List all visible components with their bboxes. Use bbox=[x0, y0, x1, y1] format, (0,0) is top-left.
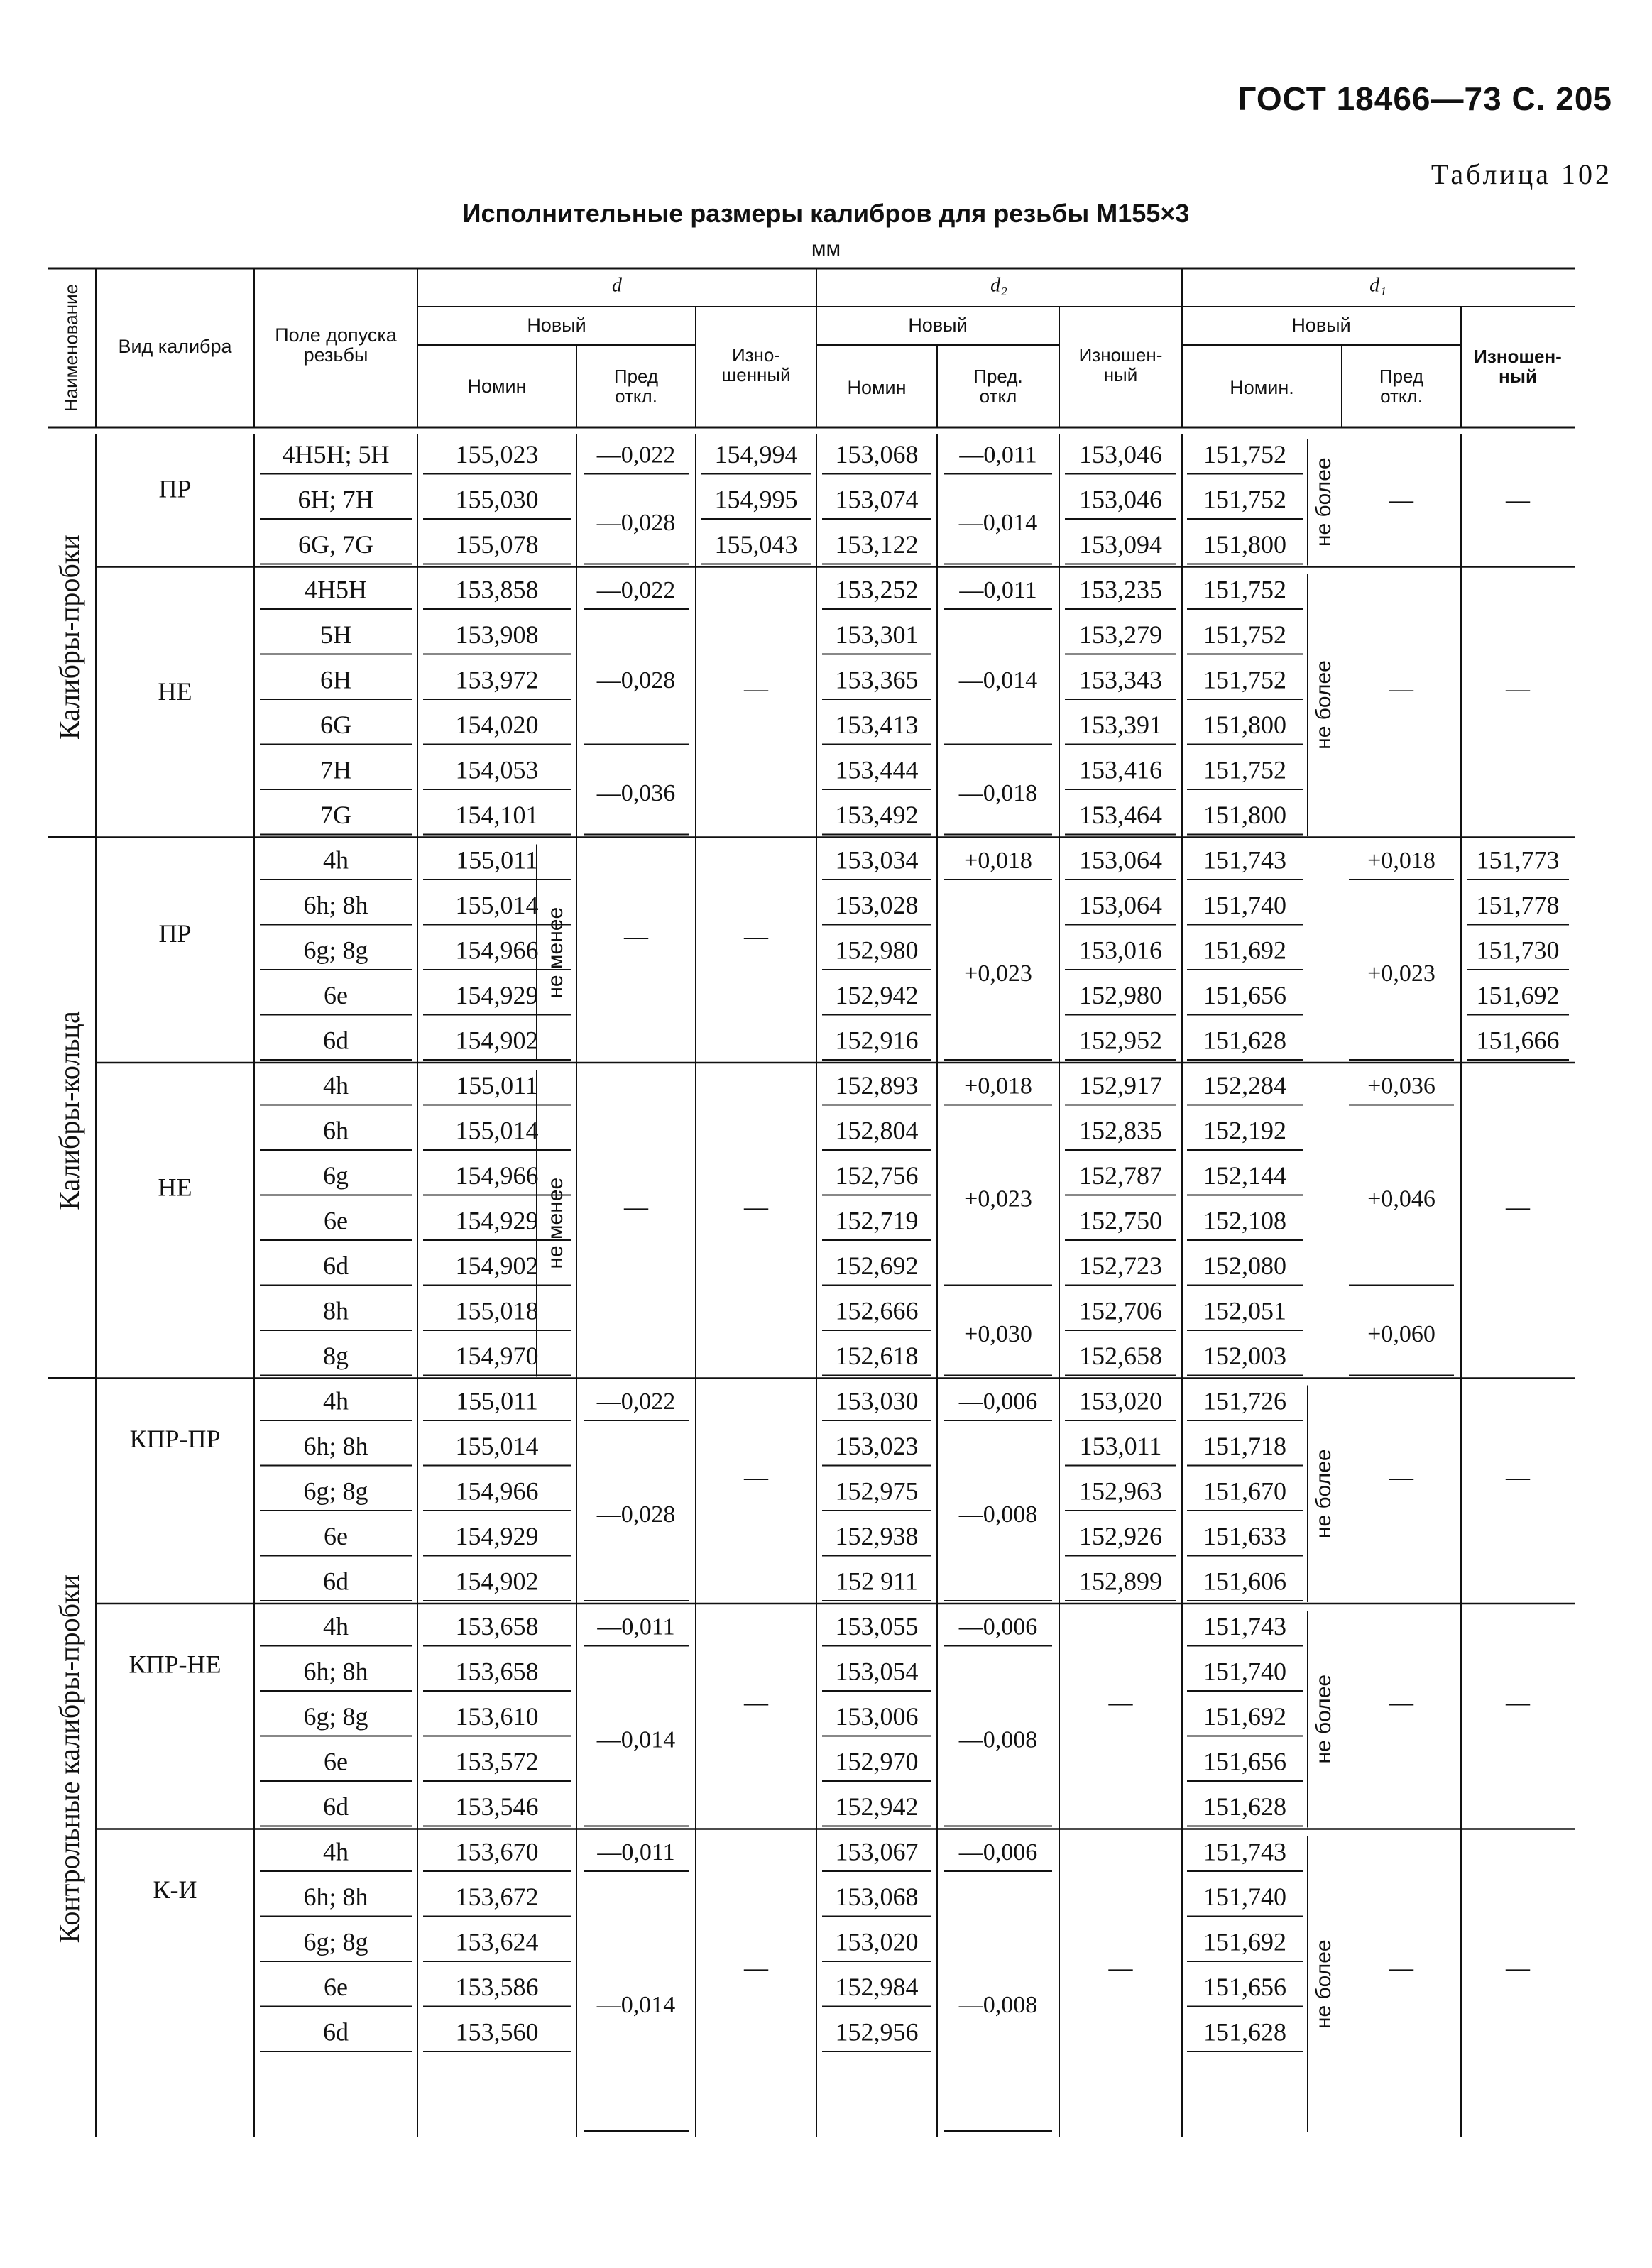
cell-tol: 6e bbox=[324, 1747, 348, 1776]
header-d2-new: Новый bbox=[908, 314, 968, 336]
cell-d: 153,610 bbox=[455, 1702, 539, 1731]
cell-d1: 151,752 bbox=[1203, 755, 1286, 784]
cell-d2: 153,413 bbox=[835, 711, 919, 740]
cell-d2: 152,938 bbox=[835, 1522, 919, 1551]
merged-d1dev: +0,023 bbox=[1367, 960, 1435, 987]
note-label: не более bbox=[1311, 1449, 1335, 1539]
cell-d: 155,023 bbox=[455, 440, 539, 469]
cell-d1: 151,628 bbox=[1203, 1792, 1286, 1821]
cell-d2: 152,916 bbox=[835, 1026, 919, 1055]
cell-d2: 152,970 bbox=[835, 1747, 919, 1776]
header-d2-worn: ный bbox=[1103, 363, 1138, 385]
cell-d1: 151,740 bbox=[1203, 1883, 1286, 1912]
cell-d2w: 153,046 bbox=[1079, 485, 1162, 514]
header-d-new: Новый bbox=[527, 314, 586, 336]
cell-d1w: 151,730 bbox=[1476, 936, 1560, 965]
kind-label: КПР-НЕ bbox=[128, 1650, 221, 1679]
merged-d1dev: +0,046 bbox=[1367, 1185, 1435, 1212]
note-label: не более bbox=[1311, 1674, 1335, 1764]
merged-d2dev: —0,006 bbox=[958, 1839, 1038, 1866]
cell-d1: 152,144 bbox=[1203, 1161, 1286, 1190]
merged-ddev: — bbox=[624, 924, 648, 951]
cell-d: 154,902 bbox=[455, 1026, 539, 1055]
cell-d1w: 151,778 bbox=[1476, 891, 1560, 920]
merged-ddev: —0,022 bbox=[596, 442, 676, 469]
group-label: Калибры-пробки bbox=[53, 535, 86, 740]
cell-tol: 6g; 8g bbox=[303, 936, 368, 965]
cell-d2w: 152,706 bbox=[1079, 1296, 1162, 1325]
cell-tol: 6h; 8h bbox=[303, 1883, 368, 1912]
cell-d2: 152 911 bbox=[836, 1567, 918, 1596]
cell-tol: 6h bbox=[323, 1116, 349, 1145]
cell-d1: 151,633 bbox=[1203, 1522, 1286, 1551]
merged-d1dev: +0,036 bbox=[1367, 1073, 1435, 1100]
cell-d2: 152,956 bbox=[835, 2017, 919, 2047]
cell-tol: 6d bbox=[323, 1026, 349, 1055]
cell-tol: 6g; 8g bbox=[303, 1477, 368, 1506]
cell-d2w: 152,750 bbox=[1079, 1206, 1162, 1235]
cell-d2w: 153,391 bbox=[1079, 711, 1162, 740]
cell-d2w: 153,464 bbox=[1079, 801, 1162, 830]
document-header: ГОСТ 18466—73 С. 205 bbox=[1237, 80, 1612, 117]
cell-d: 153,586 bbox=[455, 1973, 539, 2002]
cell-d1: 151,606 bbox=[1203, 1567, 1286, 1596]
cell-d: 153,858 bbox=[455, 575, 539, 604]
cell-tol: 7H bbox=[320, 755, 351, 784]
cell-d2: 153,068 bbox=[835, 1883, 919, 1912]
cell-d2w: 152,963 bbox=[1079, 1477, 1162, 1506]
header-d1-worn: ный bbox=[1499, 365, 1537, 387]
cell-d2: 153,068 bbox=[835, 440, 919, 469]
cell-d: 154,970 bbox=[455, 1342, 539, 1371]
cell-d2w: 152,723 bbox=[1079, 1251, 1162, 1281]
cell-tol: 6H bbox=[320, 665, 351, 694]
group-label: Калибры-кольца bbox=[53, 1011, 86, 1210]
cell-d2: 153,054 bbox=[835, 1657, 919, 1686]
merged-d1dev: — bbox=[1389, 1955, 1413, 1982]
note-label: не более bbox=[1311, 660, 1335, 750]
merged-d2dev: —0,008 bbox=[958, 1501, 1038, 1528]
cell-d1: 152,080 bbox=[1203, 1251, 1286, 1281]
cell-d2w: 152,899 bbox=[1079, 1567, 1162, 1596]
cell-d2w: 153,235 bbox=[1079, 575, 1162, 604]
merged-ddev: —0,014 bbox=[596, 1726, 676, 1753]
header-d2: d₂ bbox=[990, 274, 1007, 297]
cell-d1: 151,800 bbox=[1203, 530, 1286, 559]
cell-d1: 151,752 bbox=[1203, 665, 1286, 694]
merged-d1w: — bbox=[1506, 1689, 1530, 1716]
merged-ddev: — bbox=[624, 1194, 648, 1221]
cell-d: 154,902 bbox=[455, 1567, 539, 1596]
cell-d: 154,966 bbox=[455, 936, 539, 965]
cell-d2: 153,023 bbox=[835, 1432, 919, 1461]
cell-d2w: 153,046 bbox=[1079, 440, 1162, 469]
merged-ddev: —0,028 bbox=[596, 667, 676, 694]
cell-d2: 152,942 bbox=[835, 981, 919, 1010]
cell-d: 153,560 bbox=[455, 2017, 539, 2047]
cell-d: 155,014 bbox=[455, 1432, 539, 1461]
merged-d1dev: +0,060 bbox=[1367, 1320, 1435, 1347]
cell-d2: 153,006 bbox=[835, 1702, 919, 1731]
merged-d1dev: +0,018 bbox=[1367, 848, 1435, 875]
cell-d2w: 153,016 bbox=[1079, 936, 1162, 965]
cell-d: 155,011 bbox=[456, 1386, 538, 1415]
merged-d2dev: +0,023 bbox=[964, 960, 1032, 987]
cell-tol: 6d bbox=[323, 1792, 349, 1821]
header-d-worn: шенный bbox=[721, 363, 791, 385]
merged-d2dev: —0,006 bbox=[958, 1614, 1038, 1640]
header-tolerance: Поле допуска bbox=[275, 324, 397, 346]
cell-tol: 6g; 8g bbox=[303, 1927, 368, 1956]
cell-d2w: 152,917 bbox=[1079, 1071, 1162, 1100]
cell-d2w: 152,835 bbox=[1079, 1116, 1162, 1145]
merged-ddev: —0,028 bbox=[596, 1501, 676, 1528]
cell-d2w: 152,658 bbox=[1079, 1342, 1162, 1371]
merged-ddev: —0,011 bbox=[597, 1839, 675, 1866]
cell-tol: 6h; 8h bbox=[303, 1432, 368, 1461]
merged-d2dev: +0,018 bbox=[964, 848, 1032, 875]
cell-d2: 152,980 bbox=[835, 936, 919, 965]
cell-d: 153,972 bbox=[455, 665, 539, 694]
merged-d2dev: —0,006 bbox=[958, 1388, 1038, 1415]
cell-tol: 7G bbox=[320, 801, 351, 830]
cell-d1: 151,718 bbox=[1203, 1432, 1286, 1461]
cell-tol: 6G bbox=[320, 711, 351, 740]
group-label: Контрольные калибры-пробки bbox=[53, 1574, 86, 1944]
header-d2-deviation: Пред. bbox=[973, 365, 1023, 387]
table-number: Таблица 102 bbox=[1431, 158, 1612, 190]
cell-d: 153,672 bbox=[455, 1883, 539, 1912]
kind-label: ПР bbox=[158, 919, 192, 948]
cell-d1: 151,656 bbox=[1203, 1747, 1286, 1776]
kind-label: КПР-ПР bbox=[129, 1424, 221, 1453]
cell-d: 155,014 bbox=[455, 891, 539, 920]
header-d2-nominal: Номин bbox=[847, 377, 907, 399]
merged-d1dev: — bbox=[1389, 1689, 1413, 1716]
kind-label: НЕ bbox=[158, 1173, 192, 1202]
merged-d2dev: —0,008 bbox=[958, 1991, 1038, 2018]
cell-d2w: 153,416 bbox=[1079, 755, 1162, 784]
cell-d2: 152,984 bbox=[835, 1973, 919, 2002]
merged-d2w: — bbox=[1108, 1955, 1133, 1982]
cell-d1: 151,628 bbox=[1203, 2017, 1286, 2047]
cell-d1w: 151,692 bbox=[1476, 981, 1560, 1010]
cell-d1: 151,692 bbox=[1203, 936, 1286, 965]
cell-d: 155,030 bbox=[455, 485, 539, 514]
cell-d2: 153,034 bbox=[835, 845, 919, 875]
cell-d2: 153,252 bbox=[835, 575, 919, 604]
merged-d1w: — bbox=[1506, 1464, 1530, 1491]
merged-d2dev: —0,018 bbox=[958, 779, 1038, 806]
cell-d1: 151,692 bbox=[1203, 1702, 1286, 1731]
cell-d: 153,624 bbox=[455, 1927, 539, 1956]
header-d-worn: Изно- bbox=[731, 344, 781, 366]
merged-ddev: —0,014 bbox=[596, 1991, 676, 2018]
cell-d2: 153,492 bbox=[835, 801, 919, 830]
cell-d1: 151,752 bbox=[1203, 575, 1286, 604]
cell-tol: 8g bbox=[323, 1342, 349, 1371]
header-d: d bbox=[612, 274, 622, 297]
cell-d2w: 153,064 bbox=[1079, 845, 1162, 875]
merged-d2dev: +0,018 bbox=[964, 1073, 1032, 1100]
cell-dw: 154,994 bbox=[714, 440, 798, 469]
kind-label: К-И bbox=[153, 1875, 197, 1904]
header-d1-worn: Изношен- bbox=[1474, 345, 1562, 367]
merged-dw: — bbox=[744, 1194, 768, 1221]
cell-d1: 151,740 bbox=[1203, 891, 1286, 920]
kind-label: НЕ bbox=[158, 676, 192, 706]
cell-d2w: 153,279 bbox=[1079, 620, 1162, 650]
cell-d1: 151,726 bbox=[1203, 1386, 1286, 1415]
cell-dw: 154,995 bbox=[714, 485, 798, 514]
cell-d: 154,101 bbox=[455, 801, 539, 830]
cell-tol: 4h bbox=[323, 1071, 349, 1100]
cell-d2w: 152,952 bbox=[1079, 1026, 1162, 1055]
table-unit: мм bbox=[811, 237, 841, 261]
cell-d1: 151,656 bbox=[1203, 981, 1286, 1010]
header-d1-nominal: Номин. bbox=[1230, 377, 1294, 399]
cell-d1: 151,656 bbox=[1203, 1973, 1286, 2002]
header-d2-deviation: откл bbox=[979, 385, 1017, 407]
cell-d1: 151,752 bbox=[1203, 485, 1286, 514]
header-d1: d₁ bbox=[1369, 274, 1386, 297]
cell-d2w: 153,011 bbox=[1079, 1432, 1162, 1461]
cell-tol: 6g; 8g bbox=[303, 1702, 368, 1731]
merged-d2dev: +0,023 bbox=[964, 1185, 1032, 1212]
cell-d1: 151,800 bbox=[1203, 801, 1286, 830]
merged-ddev: —0,036 bbox=[596, 779, 676, 806]
cell-d1w: 151,666 bbox=[1476, 1026, 1560, 1055]
cell-d: 153,670 bbox=[455, 1837, 539, 1866]
cell-tol: 4h bbox=[323, 845, 349, 875]
header-d1-new: Новый bbox=[1291, 314, 1351, 336]
cell-d1: 151,628 bbox=[1203, 1026, 1286, 1055]
cell-tol: 6g bbox=[323, 1161, 349, 1190]
cell-d2: 153,028 bbox=[835, 891, 919, 920]
merged-d2dev: +0,030 bbox=[964, 1320, 1032, 1347]
cell-tol: 6G, 7G bbox=[298, 530, 373, 559]
header-name: Наименование bbox=[60, 283, 82, 412]
merged-d2dev: —0,014 bbox=[958, 667, 1038, 694]
cell-d2: 153,055 bbox=[835, 1612, 919, 1641]
header-d2-worn: Изношен- bbox=[1078, 344, 1163, 366]
cell-d2: 152,804 bbox=[835, 1116, 919, 1145]
cell-d2w: 153,094 bbox=[1079, 530, 1162, 559]
table-title: Исполнительные размеры калибров для резьбы М155×3 bbox=[462, 199, 1190, 228]
cell-tol: 6d bbox=[323, 2017, 349, 2047]
merged-d2dev: —0,011 bbox=[959, 577, 1037, 604]
merged-d1dev: — bbox=[1389, 675, 1413, 702]
merged-dw: — bbox=[744, 675, 768, 702]
cell-d2: 152,618 bbox=[835, 1342, 919, 1371]
cell-tol: 6e bbox=[324, 1522, 348, 1551]
cell-tol: 6d bbox=[323, 1567, 349, 1596]
header-tolerance: резьбы bbox=[303, 344, 368, 366]
cell-d2: 153,444 bbox=[835, 755, 919, 784]
cell-d: 154,929 bbox=[455, 1206, 539, 1235]
cell-d2: 152,719 bbox=[835, 1206, 919, 1235]
merged-d2dev: —0,008 bbox=[958, 1726, 1038, 1753]
note-label: не более bbox=[1311, 457, 1335, 547]
cell-tol: 6h; 8h bbox=[303, 1657, 368, 1686]
header-d1-deviation: откл. bbox=[1380, 385, 1423, 407]
merged-ddev: —0,011 bbox=[597, 1614, 675, 1640]
merged-d2w: — bbox=[1108, 1689, 1133, 1716]
cell-d1: 152,108 bbox=[1203, 1206, 1286, 1235]
cell-d2: 152,893 bbox=[835, 1071, 919, 1100]
cell-d: 154,020 bbox=[455, 711, 539, 740]
cell-d1: 152,192 bbox=[1203, 1116, 1286, 1145]
merged-d2dev: —0,011 bbox=[959, 442, 1037, 469]
cell-d2: 152,975 bbox=[835, 1477, 919, 1506]
cell-d: 155,011 bbox=[456, 845, 538, 875]
cell-d2: 152,942 bbox=[835, 1792, 919, 1821]
cell-d1: 151,800 bbox=[1203, 711, 1286, 740]
merged-ddev: —0,022 bbox=[596, 1388, 676, 1415]
cell-dw: 155,043 bbox=[714, 530, 798, 559]
merged-dw: — bbox=[744, 1955, 768, 1982]
header-d-deviation: Пред bbox=[613, 365, 659, 387]
merged-d1w: — bbox=[1506, 675, 1530, 702]
merged-d1dev: — bbox=[1389, 1464, 1413, 1491]
header-d-deviation: откл. bbox=[615, 385, 657, 407]
cell-d2: 153,122 bbox=[835, 530, 919, 559]
cell-tol: 6e bbox=[324, 981, 348, 1010]
cell-tol: 4h bbox=[323, 1612, 349, 1641]
cell-d2w: 152,787 bbox=[1079, 1161, 1162, 1190]
cell-tol: 6e bbox=[324, 1206, 348, 1235]
cell-d2: 152,756 bbox=[835, 1161, 919, 1190]
cell-d2: 152,666 bbox=[835, 1296, 919, 1325]
cell-tol: 4h bbox=[323, 1837, 349, 1866]
note-label: не менее bbox=[543, 1177, 567, 1269]
cell-tol: 6H; 7H bbox=[297, 485, 374, 514]
cell-d1: 151,743 bbox=[1203, 845, 1286, 875]
cell-tol: 5H bbox=[320, 620, 351, 650]
cell-d: 154,929 bbox=[455, 981, 539, 1010]
cell-d2: 153,074 bbox=[835, 485, 919, 514]
merged-dw: — bbox=[744, 1689, 768, 1716]
merged-dw: — bbox=[744, 1464, 768, 1491]
cell-d2w: 153,343 bbox=[1079, 665, 1162, 694]
cell-tol: 6h; 8h bbox=[303, 891, 368, 920]
cell-d: 155,011 bbox=[456, 1071, 538, 1100]
cell-d2: 153,030 bbox=[835, 1386, 919, 1415]
cell-d: 154,929 bbox=[455, 1522, 539, 1551]
cell-d2: 153,020 bbox=[835, 1927, 919, 1956]
cell-d2w: 152,926 bbox=[1079, 1522, 1162, 1551]
merged-d1w: — bbox=[1506, 487, 1530, 514]
cell-d2: 152,692 bbox=[835, 1251, 919, 1281]
cell-d: 155,018 bbox=[455, 1296, 539, 1325]
cell-d1: 151,692 bbox=[1203, 1927, 1286, 1956]
merged-ddev: —0,022 bbox=[596, 577, 676, 604]
cell-d: 155,078 bbox=[455, 530, 539, 559]
merged-d2dev: —0,014 bbox=[958, 509, 1038, 536]
note-label: не менее bbox=[543, 906, 567, 999]
cell-d1: 151,670 bbox=[1203, 1477, 1286, 1506]
merged-d1dev: — bbox=[1389, 487, 1413, 514]
cell-d: 153,908 bbox=[455, 620, 539, 650]
cell-d: 153,658 bbox=[455, 1657, 539, 1686]
cell-d1: 151,752 bbox=[1203, 620, 1286, 650]
cell-d1: 151,743 bbox=[1203, 1837, 1286, 1866]
cell-d1: 152,003 bbox=[1203, 1342, 1286, 1371]
merged-d1w: — bbox=[1506, 1194, 1530, 1221]
cell-tol: 6d bbox=[323, 1251, 349, 1281]
kind-label: ПР bbox=[158, 474, 192, 503]
cell-d: 153,658 bbox=[455, 1612, 539, 1641]
cell-d: 154,902 bbox=[455, 1251, 539, 1281]
cell-d: 153,546 bbox=[455, 1792, 539, 1821]
cell-d2w: 152,980 bbox=[1079, 981, 1162, 1010]
cell-d: 154,966 bbox=[455, 1161, 539, 1190]
cell-d: 154,053 bbox=[455, 755, 539, 784]
cell-d1: 151,740 bbox=[1203, 1657, 1286, 1686]
header-d1-deviation: Пред bbox=[1379, 365, 1424, 387]
cell-d: 154,966 bbox=[455, 1477, 539, 1506]
merged-dw: — bbox=[744, 924, 768, 951]
cell-tol: 4H5H bbox=[305, 575, 367, 604]
cell-d1: 151,752 bbox=[1203, 440, 1286, 469]
cell-d2: 153,301 bbox=[835, 620, 919, 650]
cell-tol: 8h bbox=[323, 1296, 349, 1325]
merged-ddev: —0,028 bbox=[596, 509, 676, 536]
cell-d2: 153,067 bbox=[835, 1837, 919, 1866]
cell-d: 153,572 bbox=[455, 1747, 539, 1776]
cell-d2w: 153,020 bbox=[1079, 1386, 1162, 1415]
cell-d1w: 151,773 bbox=[1476, 845, 1560, 875]
cell-d2: 153,365 bbox=[835, 665, 919, 694]
header-d-nominal: Номин bbox=[467, 376, 527, 398]
cell-tol: 4h bbox=[323, 1386, 349, 1415]
cell-d1: 151,743 bbox=[1203, 1612, 1286, 1641]
cell-d1: 152,051 bbox=[1203, 1296, 1286, 1325]
cell-d: 155,014 bbox=[455, 1116, 539, 1145]
merged-d1w: — bbox=[1506, 1955, 1530, 1982]
cell-tol: 6e bbox=[324, 1973, 348, 2002]
cell-d1: 152,284 bbox=[1203, 1071, 1286, 1100]
cell-tol: 4H5H; 5H bbox=[282, 440, 390, 469]
cell-d2w: 153,064 bbox=[1079, 891, 1162, 920]
note-label: не более bbox=[1311, 1939, 1335, 2029]
header-kind: Вид калибра bbox=[118, 336, 232, 358]
